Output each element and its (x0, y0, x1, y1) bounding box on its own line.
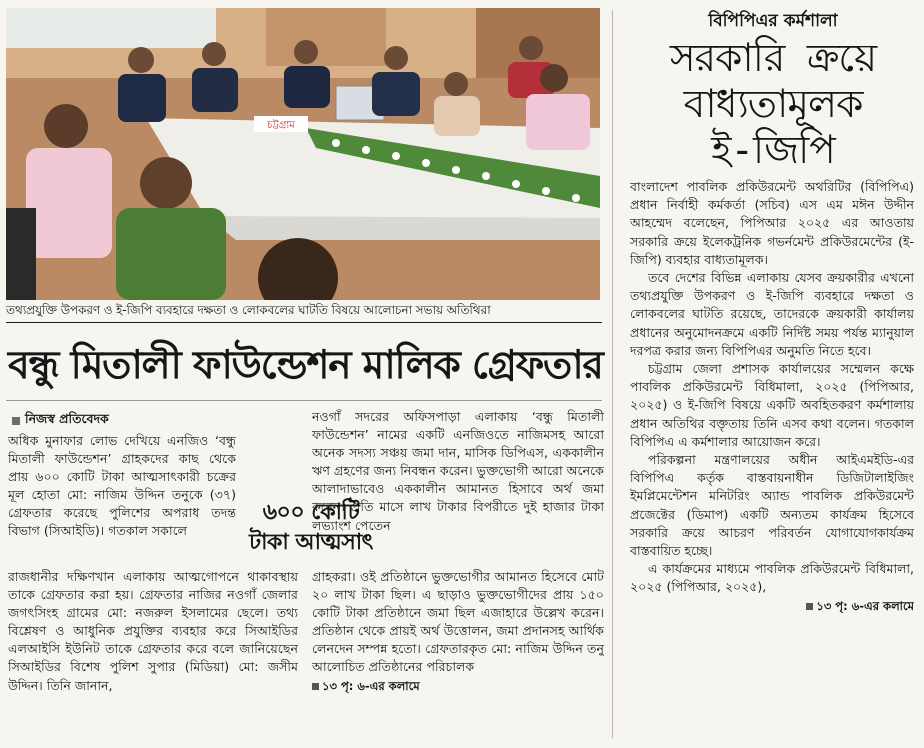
right-article-jump: ১৩ পৃ: ৬-এর কলামে (630, 597, 914, 615)
left-article-jump: ১৩ পৃ: ৬-এর কলামে (312, 677, 604, 695)
byline (12, 411, 109, 431)
jump-marker-icon (806, 603, 813, 610)
pull-quote-line2: টাকা আত্মসাৎ (249, 530, 373, 555)
left-article-col1-bottom (8, 568, 298, 744)
right-article-p4: পরিকল্পনা মন্ত্রণালয়ের অধীন আইএমইডি-এর বিপিপিএ কর্তৃক বাস্তবায়নাধীন ডিজিটালাইজিং ইমপ্লিমেন্টেশন মনিটরিং অ্যান্ড পাবলিক প্রকিউরমেন্ট প্রজেক্টের (ডিমাপ) একটি অন্যতম কার্যক্রম হিসেবে সরকারি ক্রয়ে আচরণ পরিবর্তন যোগাযোগকার্যক্রম বাস্তবায়িত হচ্ছে। (630, 452, 914, 559)
right-kicker: বিপিপিএর কর্মশালা (708, 11, 838, 31)
photo-caption: তথ্যপ্রযুক্তি উপকরণ ও ই-জিপি ব্যবহারে দক্ষতা ও লোকবলের ঘাটতি বিষয়ে আলোচনা সভায় অতিথিরা (6, 303, 491, 317)
byline-bullet-icon (12, 417, 20, 425)
left-article-col1-top (8, 432, 236, 568)
left-article-col1-b: রাজধানীর দক্ষিণখান এলাকায় আত্মগোপনে থাকাবস্থায় তাকে গ্রেফতার করা হয়। গ্রেফতার নাজির নওগাঁ জেলার জগৎসিংহ গ্রামের মো: নজরুল ইসলামের ছেলে। তথ্য বিশ্লেষণ ও আধুনিক প্রযুক্তির ব্যবহার করে সিআইডির এলআইসি ইউনিট তাকে গ্রেফতার করে বলে জানিয়েছেন সিআইডির বিশেষ পুলিশ সুপার (মিডিয়া) মো: জসীম উদ্দিন। তিনি জানান, (8, 569, 298, 693)
byline-text: নিজস্ব প্রতিবেদক (25, 411, 109, 426)
right-article-p1: বাংলাদেশ পাবলিক প্রকিউরমেন্ট অথরিটির (বিপিপিএ) প্রধান নির্বাহী কর্মকর্তা (সচিব) এস এম মঈন উদ্দীন আহম্মেদ বলেছেন, পিপিআর ২০২৫ এর আওতায় সরকারি ক্রয়ে ইলেকট্রনিক গভর্নমেন্ট প্রকিউরমেন্টের (ই-জিপি) ব্যবহার বাধ্যতামূলক। (630, 179, 914, 267)
right-title-line2: বাধ্যতামূলক (683, 82, 863, 127)
right-article-p5: এ কার্যক্রমের মাধ্যমে পাবলিক প্রকিউরমেন্ট বিধিমালা, ২০২৫ (পিপিআর, ২০২৫), (630, 561, 914, 595)
right-article-p3: চট্টগ্রাম জেলা প্রশাসক কার্যালয়ের সম্মেলন কক্ষে পাবলিক প্রকিউরমেন্ট বিধিমালা, ২০২৫ (পিপিআর, ২০২৫) ও ই-জিপি বিষয়ে একটি অবহিতকরণ কর্মশালায় প্রধান অতিথির বক্তৃতায় তিনি এসব কথা বলেন। গতকাল বিপিপিএ এ কর্মশালার আয়োজন করে। (630, 361, 914, 449)
meeting-photo (6, 8, 600, 300)
jump-marker-icon (312, 683, 319, 690)
left-article-col2-top (312, 408, 604, 554)
right-article-p2: তবে দেশের বিভিন্ন এলাকায় যেসব ক্রয়কারীর এখনো তথ্যপ্রযুক্তি উপকরণ ও ই-জিপি ব্যবহারে দক্ষতা ও লোকবলের ঘাটতি রয়েছে, তাদেরকে ক্রয়কারী কার্যালয় প্রধানের অনুমোদনক্রমে একটি নির্দিষ্ট সময় পর্যন্ত ম্যানুয়াল দরপত্র করার জন্য বিপিপিএর অনুমতি নিতে হবে। (630, 270, 914, 358)
pull-quote-line1: ৬০০ কোটি (262, 500, 360, 525)
meeting-photo-illustration (6, 8, 600, 300)
left-article-col2-b: গ্রাহকরা। ওই প্রতিষ্ঠানে ভুক্তভোগীর আমানত হিসেবে মোট ২০ লাখ টাকা ছিল। এ ছাড়াও ভুক্তভোগীদের প্রায় ১৫০ কোটি টাকা প্রতিষ্ঠানে জমা ছিল এজাহারে উল্লেখ করেন। প্রতিষ্ঠান থেকে প্রায়ই অর্থ উত্তোলন, জমা প্রদানসহ আর্থিক লেনদেন সম্পন্ন হতো। গ্রেফতারকৃত মো: নাজিম উদ্দিন তনু আলোচিত প্রতিষ্ঠানের পরিচালক (312, 569, 604, 675)
left-article-col2-a: নওগাঁ সদরের অফিসপাড়া এলাকায় ‘বন্ধু মিতালী ফাউন্ডেশন’ নামের একটি এনজিওতে নাজিমসহ আরো অনেক সদস্য সঞ্চয় জমা দান, মাসিক ডিপিএস, এককালীন ঋণ গ্রহণের জন্য নিবন্ধন করেন। ভুক্তভোগী আরো অনেকে আলাদাভাবেও এককালীন আমানত হিসাবে অর্থ জমা করেন। প্রতি মাসে লাখ টাকার বিপরীতে দুই হাজার টাকা লভ্যাংশ পেতেন (312, 409, 604, 533)
caption-divider (6, 322, 602, 323)
column-rule (612, 10, 613, 738)
right-article-body (630, 178, 914, 744)
headline-divider (6, 400, 602, 401)
left-article-col1-a: অধিক মুনাফার লোভ দেখিয়ে এনজিও ‘বন্ধু মিতালী ফাউন্ডেশন’ গ্রাহকদের কাছ থেকে প্রায় ৬০০ কোটি টাকা আত্মসাৎকারী চক্রের মূল হোতা মো: নাজিম উদ্দিন তনুকে (৩৭) গ্রেফতার করেছে পুলিশের অপরাধ তদন্ত বিভাগ (সিআইডি)। গতকাল সকালে (8, 433, 236, 539)
main-headline: বন্ধু মিতালী ফাউন্ডেশন মালিক গ্রেফতার (8, 343, 603, 388)
right-title-line1: সরকারি ক্রয়ে (669, 36, 877, 81)
right-title (628, 36, 918, 174)
table-banner-text: চট্টগ্রাম (267, 120, 295, 131)
right-title-line3: ই-জিপি (711, 128, 835, 173)
left-article-col2-bottom (312, 568, 604, 744)
